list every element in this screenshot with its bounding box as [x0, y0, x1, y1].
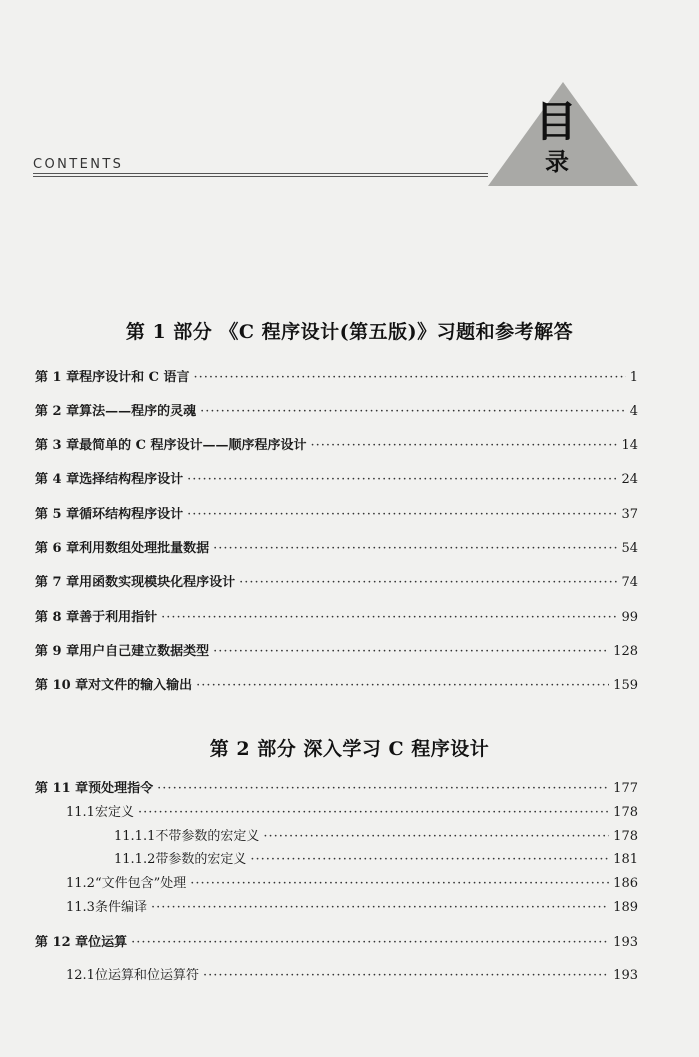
- toc-entry-page: 181: [613, 852, 638, 867]
- part-1-title: 第 1 部分 《C 程序设计(第五版)》习题和参考解答: [125, 321, 574, 343]
- toc-leader-dots: [213, 644, 609, 660]
- toc-leader-dots: [161, 610, 617, 626]
- toc-entry-number: 第 10 章: [35, 678, 89, 693]
- toc-entry-chapter-1[interactable]: [35, 370, 638, 386]
- toc-entry-chapter-3[interactable]: [35, 438, 638, 454]
- toc-entry-number: 第 12 章: [35, 935, 89, 950]
- toc-entry-page: 1: [629, 370, 638, 385]
- toc-entry-number: 11.2: [66, 876, 95, 891]
- toc-entry-page: 128: [613, 644, 638, 659]
- toc-entry-page: 186: [613, 876, 638, 891]
- toc-entry-title: 循环结构程序设计: [79, 507, 184, 522]
- toc-leader-dots: [263, 829, 609, 845]
- toc-entry-title: 位运算和位运算符: [94, 968, 199, 983]
- toc-entry-title: 对文件的输入输出: [88, 678, 193, 693]
- toc-leader-dots: [311, 438, 618, 454]
- toc-leader-dots: [138, 805, 609, 821]
- toc-entry-section-11-2[interactable]: [66, 876, 638, 892]
- toc-entry-number: 11.1.2: [114, 852, 156, 867]
- toc-entry-chapter-5[interactable]: [35, 507, 638, 523]
- toc-entry-number: 第 11 章: [35, 781, 89, 796]
- toc-leader-dots: [239, 575, 617, 591]
- toc-leader-dots: [250, 852, 609, 868]
- toc-entry-title: 选择结构程序设计: [79, 472, 184, 487]
- toc-entry-number: 11.1: [66, 805, 95, 820]
- toc-leader-dots: [200, 404, 626, 420]
- header-rule: [33, 176, 488, 177]
- toc-entry-page: 24: [621, 472, 638, 487]
- toc-entry-page: 74: [621, 575, 638, 590]
- toc-entry-page: 189: [613, 900, 638, 915]
- toc-leader-dots: [187, 472, 617, 488]
- toc-entry-title: 善于利用指针: [79, 610, 158, 625]
- toc-entry-chapter-7[interactable]: [35, 575, 638, 591]
- toc-entry-section-11-3[interactable]: [66, 900, 638, 916]
- toc-leader-dots: [203, 968, 609, 984]
- toc-entry-title: 用函数实现模块化程序设计: [79, 575, 236, 590]
- toc-leader-dots: [187, 507, 617, 523]
- toc-entry-title: 条件编译: [94, 900, 147, 915]
- toc-entry-title: 用户自己建立数据类型: [79, 644, 210, 659]
- toc-entry-page: 14: [621, 438, 638, 453]
- toc-entry-number: 第 3 章: [35, 438, 80, 453]
- toc-entry-number: 第 2 章: [35, 404, 80, 419]
- toc-entry-chapter-10[interactable]: [35, 678, 638, 694]
- toc-entry-page: 54: [621, 541, 638, 556]
- toc-entry-page: 178: [613, 829, 638, 844]
- toc-entry-title: 带参数的宏定义: [155, 852, 247, 867]
- toc-entry-number: 第 9 章: [35, 644, 80, 659]
- toc-entry-title: 不带参数的宏定义: [155, 829, 260, 844]
- toc-entry-chapter-4[interactable]: [35, 472, 638, 488]
- toc-entry-chapter-9[interactable]: [35, 644, 638, 660]
- toc-leader-dots: [157, 781, 609, 797]
- contents-heading: CONTENTS: [33, 157, 124, 172]
- toc-leader-dots: [151, 900, 609, 916]
- toc-entry-chapter-2[interactable]: [35, 404, 638, 420]
- toc-entry-chapter-12[interactable]: [35, 935, 638, 951]
- toc-entry-title: 算法——程序的灵魂: [79, 404, 197, 419]
- header-title-char-1: 目: [535, 97, 578, 146]
- toc-entry-title: “文件包含”处理: [94, 876, 187, 891]
- toc-entry-title: 预处理指令: [88, 781, 154, 796]
- toc-entry-title: 程序设计和 C 语言: [79, 370, 190, 385]
- toc-entry-number: 第 8 章: [35, 610, 80, 625]
- toc-entry-page: 193: [613, 968, 638, 983]
- toc-entry-number: 第 5 章: [35, 507, 80, 522]
- toc-leader-dots: [131, 935, 609, 951]
- toc-entry-number: 12.1: [66, 968, 95, 983]
- toc-entry-number: 第 6 章: [35, 541, 80, 556]
- toc-entry-chapter-6[interactable]: [35, 541, 638, 557]
- toc-entry-page: 193: [613, 935, 638, 950]
- part-2-title: 第 2 部分 深入学习 C 程序设计: [209, 738, 490, 760]
- toc-entry-title: 利用数组处理批量数据: [79, 541, 210, 556]
- toc-entry-number: 11.3: [66, 900, 95, 915]
- toc-leader-dots: [190, 876, 609, 892]
- toc-entry-page: 177: [613, 781, 638, 796]
- toc-entry-number: 第 7 章: [35, 575, 80, 590]
- toc-entry-title: 位运算: [88, 935, 128, 950]
- toc-entry-number: 11.1.1: [114, 829, 156, 844]
- toc-entry-page: 178: [613, 805, 638, 820]
- toc-leader-dots: [196, 678, 609, 694]
- toc-entry-number: 第 4 章: [35, 472, 80, 487]
- toc-entry-page: 159: [613, 678, 638, 693]
- toc-entry-subsection-11-1-1[interactable]: [114, 829, 638, 845]
- toc-entry-section-11-1[interactable]: [66, 805, 638, 821]
- header-rule: [33, 173, 488, 174]
- toc-entry-subsection-11-1-2[interactable]: [114, 852, 638, 868]
- toc-entry-title: 最简单的 C 程序设计——顺序程序设计: [79, 438, 307, 453]
- toc-leader-dots: [194, 370, 626, 386]
- toc-entry-number: 第 1 章: [35, 370, 80, 385]
- toc-entry-page: 99: [621, 610, 638, 625]
- toc-entry-page: 37: [621, 507, 638, 522]
- toc-entry-page: 4: [629, 404, 638, 419]
- toc-entry-section-12-1[interactable]: [66, 968, 638, 984]
- toc-entry-chapter-11[interactable]: [35, 781, 638, 797]
- toc-entry-chapter-8[interactable]: [35, 610, 638, 626]
- toc-entry-title: 宏定义: [94, 805, 134, 820]
- toc-leader-dots: [213, 541, 617, 557]
- header-title-char-2: 录: [545, 147, 569, 176]
